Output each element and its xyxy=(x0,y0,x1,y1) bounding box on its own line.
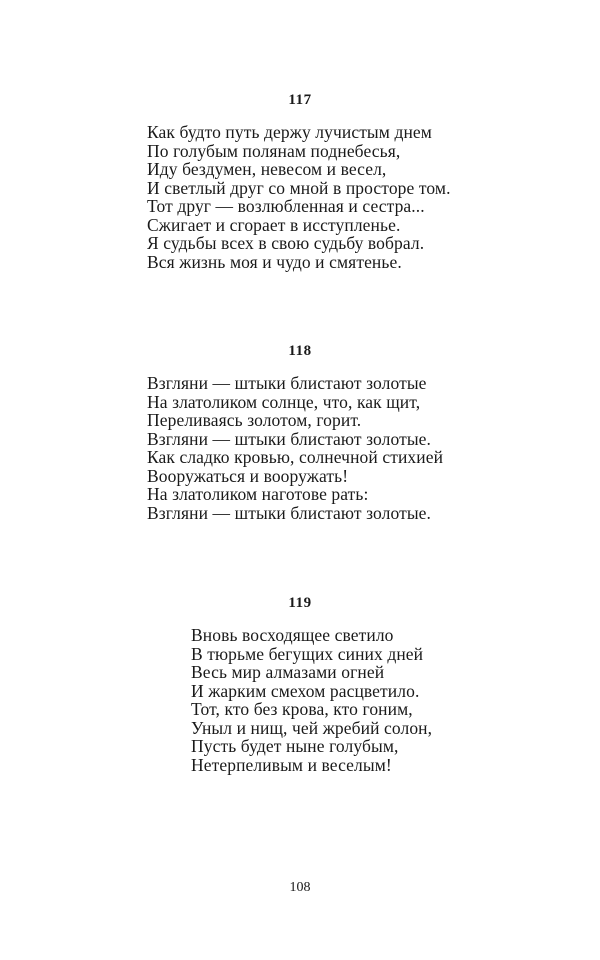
poem-line: На златоликом солнце, что, как щит, xyxy=(147,391,421,412)
poem-line: Я судьбы всех в свою судьбу вобрал. xyxy=(147,233,425,253)
poem-line: На златоликом наготове рать: xyxy=(147,484,369,504)
poem-line: Взгляни — штыки блистают золотые. xyxy=(147,428,432,449)
poem-number-117: 117 xyxy=(288,92,312,108)
poem-line: Вооружаться и вооружать! xyxy=(147,465,349,486)
poem-119 xyxy=(191,626,432,774)
poem-line: Тот друг — возлюбленная и сестра... xyxy=(147,196,425,216)
poem-line: Сжигает и сгорает в исступленье. xyxy=(147,214,401,235)
poem-line: Взгляни — штыки блистают золотые. xyxy=(147,502,432,523)
poem-117 xyxy=(147,123,451,271)
poem-line: Вновь восходящее светило xyxy=(191,625,394,645)
poem-line: Весь мир алмазами огней xyxy=(191,662,385,682)
poem-line: Как сладко кровью, солнечной стихией xyxy=(147,447,444,467)
poem-line: Нетерпеливым и веселым! xyxy=(191,754,392,775)
poem-line: Взгляни — штыки блистают золотые xyxy=(147,373,427,393)
poem-line: Переливаясь золотом, горит. xyxy=(147,410,362,430)
poem-line: Вся жизнь моя и чудо и смятенье. xyxy=(147,251,402,272)
poem-line: Как будто путь держу лучистым днем xyxy=(147,122,432,142)
poem-line: Уныл и нищ, чей жребий солон, xyxy=(191,717,433,738)
poem-line: И светлый друг со мной в просторе том. xyxy=(147,177,451,198)
poem-line: В тюрьме бегущих синих дней xyxy=(191,643,424,664)
poem-line: Иду бездумен, невесом и весел, xyxy=(147,159,387,179)
poem-line: И жарким смехом расцветило. xyxy=(191,680,420,701)
poem-line: По голубым полянам поднебесья, xyxy=(147,140,401,161)
poem-number-119: 119 xyxy=(288,595,312,611)
poem-line: Пусть будет ныне голубым, xyxy=(191,736,399,756)
poem-118 xyxy=(147,374,443,522)
poem-number-118: 118 xyxy=(288,343,312,359)
poem-line: Тот, кто без крова, кто гоним, xyxy=(191,699,413,719)
page-number: 108 xyxy=(289,880,311,895)
